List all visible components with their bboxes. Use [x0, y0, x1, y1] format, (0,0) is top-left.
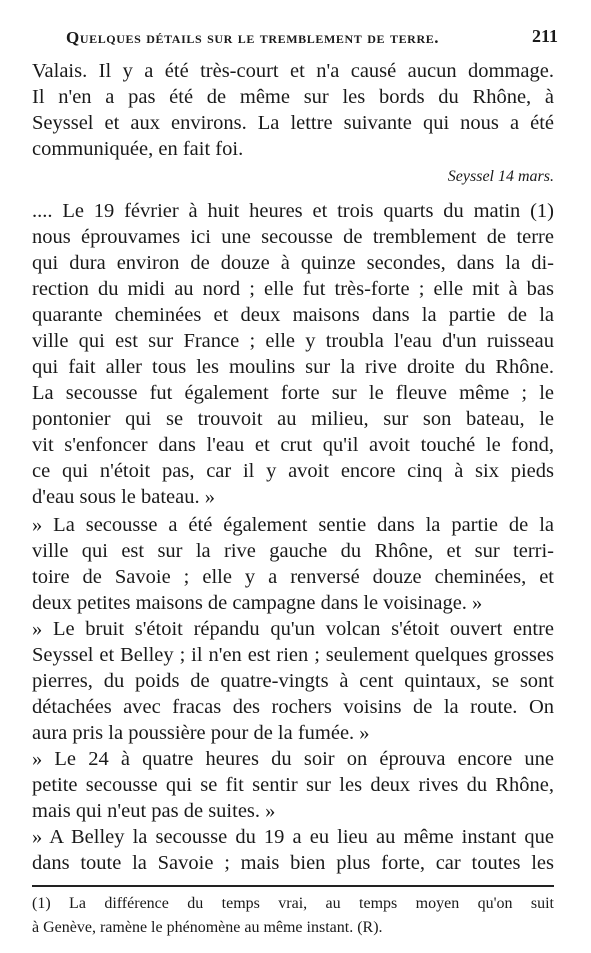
text-line: Seyssel et Belley ; il n'en est rien ; seulement quelques grosses [32, 644, 554, 666]
text-line: pontonier qui se trouvoit au milieu, sur son bateau, le [32, 408, 554, 430]
text-line: qui dura environ de douze à quinze secondes, dans la di- [32, 252, 554, 274]
text-line: petite secousse qui se fit sentir sur les deux rives du Rhône, [32, 774, 554, 796]
text-line: » Le 24 à quatre heures du soir on éprouva encore une [32, 748, 554, 770]
text-line: ce qui n'étoit pas, car il y avoit encore cinq à six pieds [32, 460, 554, 482]
text-line: Il n'en a pas été de même sur les bords du Rhône, à [32, 86, 554, 108]
text-line: La secousse fut également forte sur le fleuve même ; le [32, 382, 554, 404]
page-header [58, 24, 558, 52]
text-line: rection du midi au nord ; elle fut très-forte ; elle mit à bas [32, 278, 554, 300]
text-line: Seyssel et aux environs. La lettre suivante qui nous a été [32, 112, 554, 134]
text-line: » La secousse a été également sentie dans la partie de la [32, 514, 554, 536]
letter-dateline: Seyssel 14 mars. [447, 168, 554, 185]
text-line: pierres, du poids de quatre-vingts à cent quintaux, se sont [32, 670, 554, 692]
text-line: nous éprouvames ici une secousse de tremblement de terre [32, 226, 554, 248]
text-line: » Le bruit s'étoit répandu qu'un volcan s'étoit ouvert entre [32, 618, 554, 640]
text-line: toire de Savoie ; elle y a renversé douze cheminées, et [32, 566, 554, 588]
text-line: qui fait aller tous les moulins sur la rive droite du Rhône. [32, 356, 554, 378]
text-line: » A Belley la secousse du 19 a eu lieu au même instant que [32, 826, 554, 848]
text-line: quarante cheminées et deux maisons dans la partie de la [32, 304, 554, 326]
text-line: deux petites maisons de campagne dans le voisinage. » [32, 592, 483, 614]
text-line: dans toute la Savoie ; mais bien plus forte, car toutes les [32, 852, 554, 874]
text-line: .... Le 19 février à huit heures et trois quarts du matin (1) [32, 200, 554, 222]
running-title: Quelques détails sur le tremblement de terre. [66, 28, 440, 47]
text-line: ville qui est sur la rive gauche du Rhône, et sur terri- [32, 540, 554, 562]
text-line: aura pris la poussière pour de la fumée. » [32, 722, 370, 744]
footnote-line: à Genève, ramène le phénomène au même instant. (R). [32, 919, 383, 936]
footnote-line: (1) La différence du temps vrai, au temps moyen qu'on suit [32, 895, 554, 912]
text-line: communiquée, en fait foi. [32, 138, 244, 160]
text-line: ville qui est sur France ; elle y troubla l'eau d'un ruisseau [32, 330, 554, 352]
text-line: d'eau sous le bateau. » [32, 486, 216, 508]
text-line: mais qui n'eut pas de suites. » [32, 800, 276, 822]
footnote-rule [32, 885, 554, 887]
page-number: 211 [531, 26, 558, 46]
text-line: détachées avec fracas des rochers voisins de la route. On [32, 696, 554, 718]
text-line: vit s'enfoncer dans l'eau et crut qu'il avoit touché le fond, [32, 434, 554, 456]
text-line: Valais. Il y a été très-court et n'a causé aucun dommage. [32, 60, 554, 82]
